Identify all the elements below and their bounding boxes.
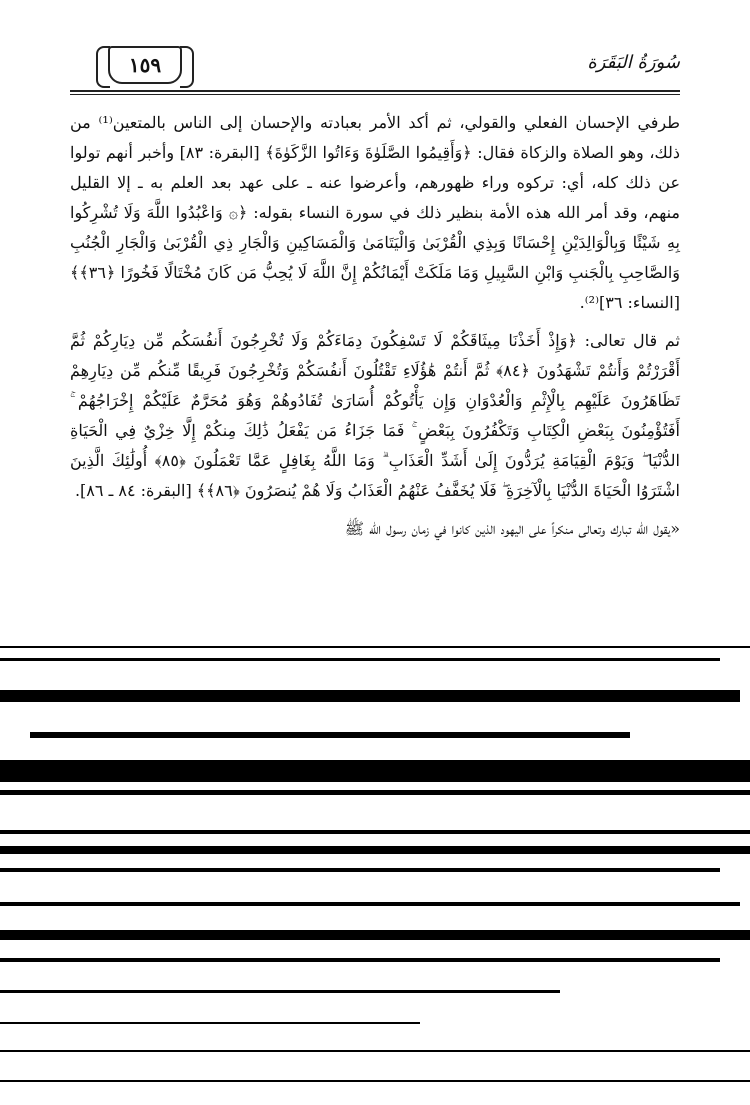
scan-line	[0, 930, 750, 940]
paragraph: «يقول الله تبارك وتعالى منكراً على اليهود الذين كانوا في زمان رسول الله ﷺ	[344, 519, 680, 538]
scan-line	[0, 1022, 420, 1024]
page-body	[70, 108, 680, 552]
scan-line	[0, 646, 750, 648]
scan-line	[0, 958, 720, 962]
scan-line	[0, 1080, 750, 1082]
paragraph: ثم قال تعالى: ﴿وَإِذْ أَخَذْنَا مِيثَاقَكُمْ لَا تَسْفِكُونَ دِمَاءَكُمْ وَلَا تُخْرِجُونَ أَنفُسَكُم مِّن دِيَارِكُمْ ثُمَّ أَقْرَرْتُمْ وَأَنتُمْ تَشْهَدُونَ ﴿٨٤﴾ ثُمَّ أَنتُمْ هَٰؤُلَاءِ تَقْتُلُونَ أَنفُسَكُمْ وَتُخْرِجُونَ فَرِيقًا مِّنكُم مِّن دِيَارِهِمْ تَظَاهَرُونَ عَلَيْهِم بِالْإِثْمِ وَالْعُدْوَانِ وَإِن يَأْتُوكُمْ أُسَارَىٰ تُفَادُوهُمْ وَهُوَ مُحَرَّمٌ عَلَيْكُمْ إِخْرَاجُهُمْ ۚ أَفَتُؤْمِنُونَ بِبَعْضِ الْكِتَابِ وَتَكْفُرُونَ بِبَعْضٍ ۚ فَمَا جَزَاءُ مَن يَفْعَلُ ذَٰلِكَ مِنكُمْ إِلَّا خِزْيٌ فِي الْحَيَاةِ الدُّنْيَا ۖ وَيَوْمَ الْقِيَامَةِ يُرَدُّونَ إِلَىٰ أَشَدِّ الْعَذَابِ ۗ وَمَا اللَّهُ بِغَافِلٍ عَمَّا تَعْمَلُونَ ﴿٨٥﴾ أُولَٰئِكَ الَّذِينَ اشْتَرَوُا الْحَيَاةَ الدُّنْيَا بِالْآخِرَةِ ۖ فَلَا يُخَفَّفُ عَنْهُمُ الْعَذَابُ وَلَا هُمْ يُنصَرُونَ ﴿٨٦﴾﴾ [البقرة: ٨٤ ـ ٨٦].	[70, 331, 680, 500]
scan-line	[0, 690, 740, 702]
scan-line	[0, 1050, 750, 1052]
paragraph: طرفي الإحسان الفعلي والقولي، ثم أكد الأمر بعبادته والإحسان إلى الناس بالمتعين⁽¹⁾ من ذلك، وهو الصلاة والزكاة فقال: ﴿وَأَقِيمُوا الصَّلَوٰةَ وَءَاتُوا الزَّكَوٰةَ﴾ [البقرة: ٨٣] وأخبر أنهم تولوا عن ذلك كله، أي: تركوه وراء ظهورهم، وأعرضوا عنه ـ على عهد بعد العلم به ـ إلا القليل منهم، وقد أمر الله هذه الأمة بنظير ذلك في سورة النساء بقوله: ﴿۞ وَاعْبُدُوا اللَّهَ وَلَا تُشْرِكُوا بِهِ شَيْئًا وَبِالْوَالِدَيْنِ إِحْسَانًا وَبِذِي الْقُرْبَىٰ وَالْيَتَامَىٰ وَالْمَسَاكِينِ وَالْجَارِ ذِي الْقُرْبَىٰ وَالْجَارِ الْجُنُبِ وَالصَّاحِبِ بِالْجَنبِ وَابْنِ السَّبِيلِ وَمَا مَلَكَتْ أَيْمَانُكُمْ إِنَّ اللَّهَ لَا يُحِبُّ مَن كَانَ مُخْتَالًا فَخُورًا ﴿٣٦﴾﴾ [النساء: ٣٦]⁽²⁾.	[70, 113, 680, 312]
scan-line	[30, 732, 630, 738]
scan-line	[0, 790, 750, 795]
scan-line	[0, 868, 720, 872]
scan-line	[0, 760, 750, 782]
page-header	[0, 38, 750, 98]
scan-artifacts	[0, 640, 750, 1105]
scan-line	[0, 902, 740, 906]
page-number: ١٥٩	[128, 53, 162, 77]
header-rule	[70, 90, 680, 92]
scan-line	[0, 990, 560, 993]
scan-line	[0, 658, 720, 661]
header-rule-thin	[70, 94, 680, 95]
page-number-frame	[108, 46, 182, 84]
surah-title: سُورَةُ البَقَرَة	[587, 52, 680, 73]
scan-line	[0, 846, 750, 854]
scan-line	[0, 830, 750, 834]
